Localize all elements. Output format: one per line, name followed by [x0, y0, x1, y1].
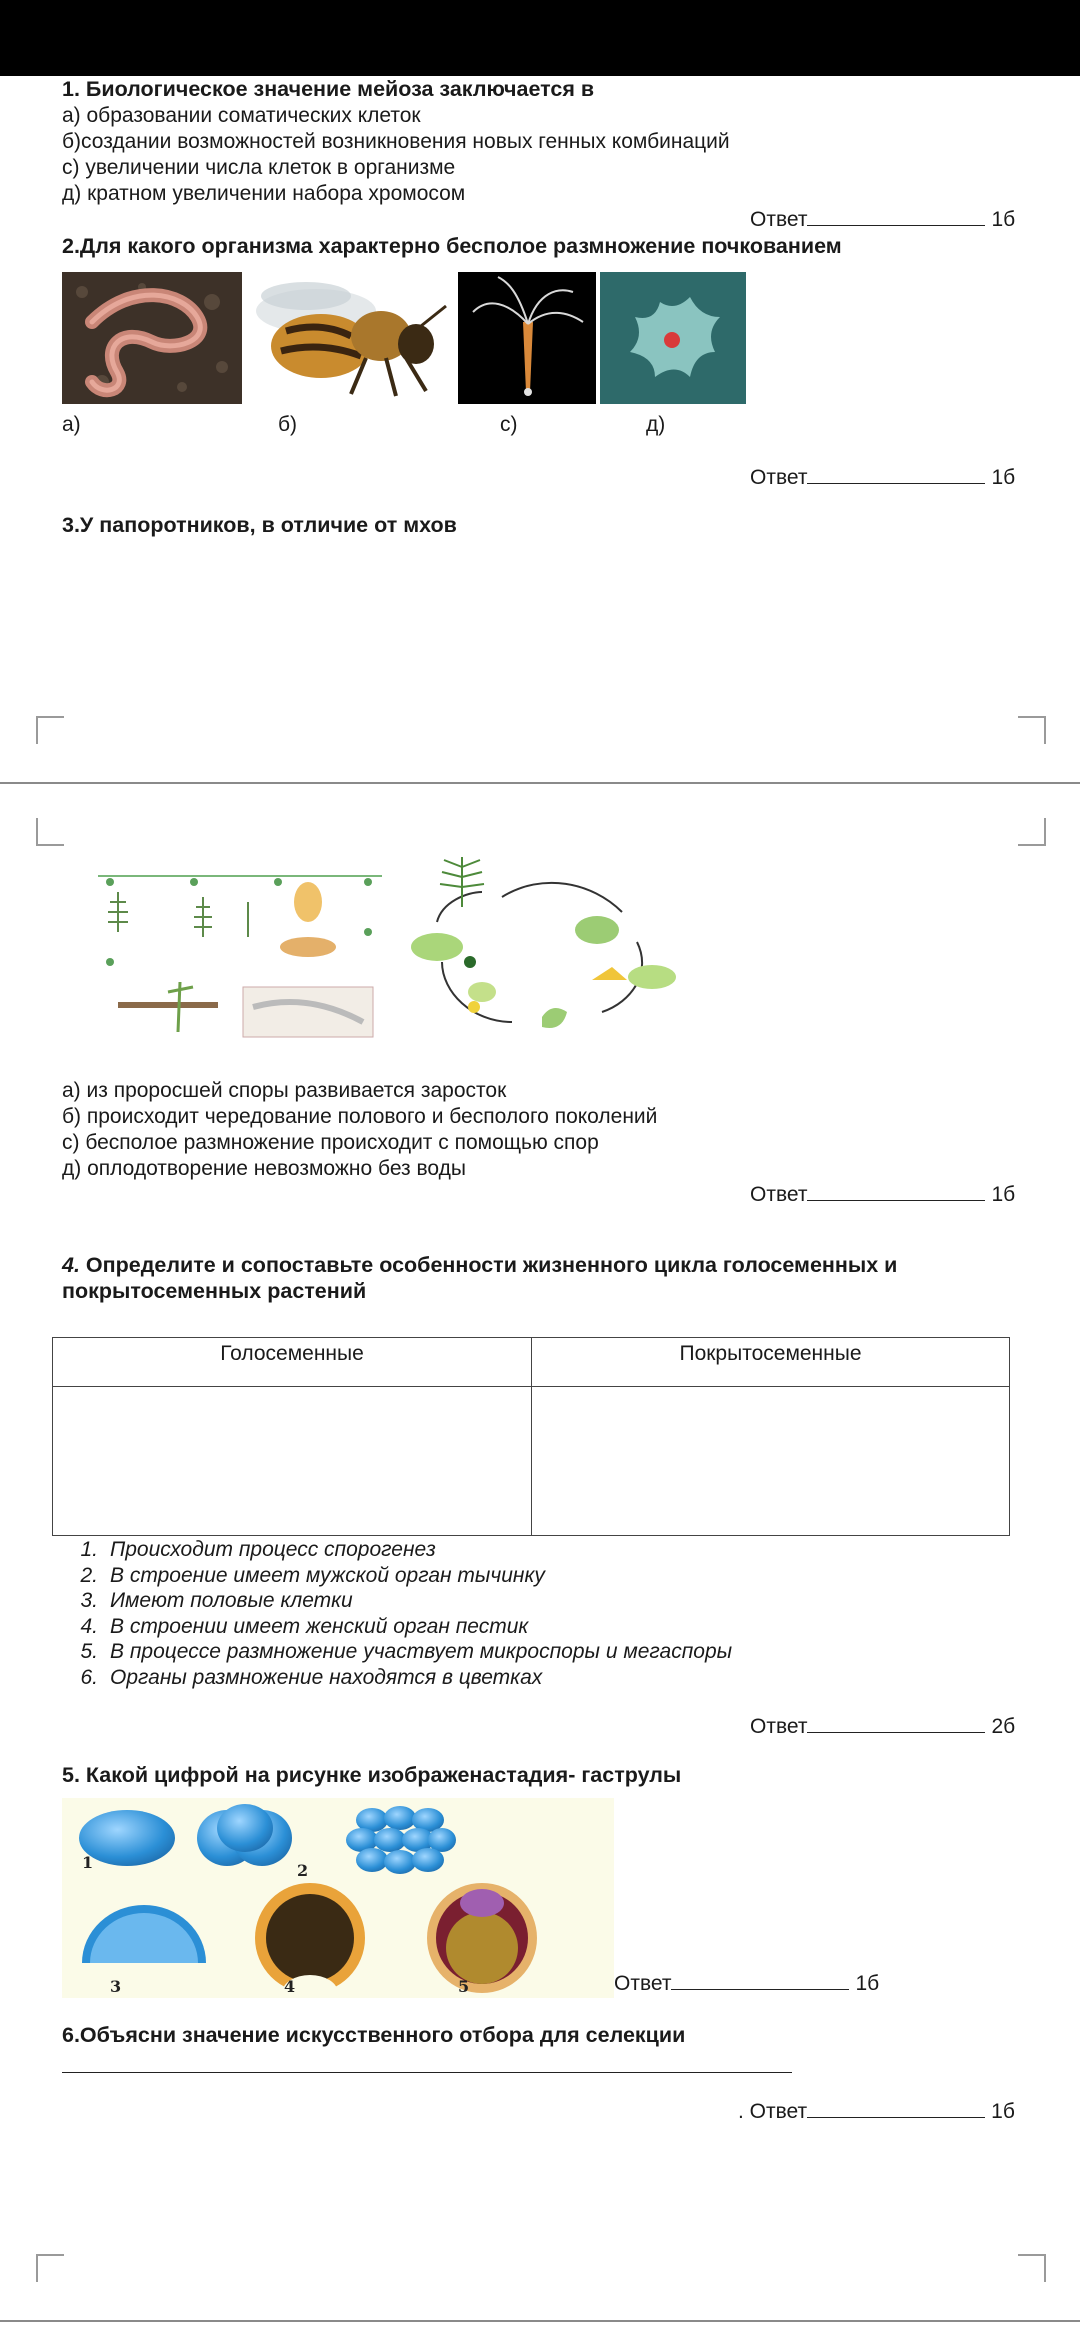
list-item: 4. В строении имеет женский орган пестик [80, 1614, 529, 1638]
answer-label: Ответ [750, 1715, 808, 1738]
q2-title: 2.Для какого организма характерно бесполое размножение почкованием [62, 234, 842, 258]
answer-line[interactable] [807, 2099, 985, 2118]
list-item: 3. Имеют половые клетки [80, 1589, 353, 1612]
q1-option-b: б)создании возможностей возникновения новых генных комбинаций [62, 130, 730, 153]
crop-mark [36, 2254, 64, 2282]
list-item: 2. В строение имеет мужской орган тычинку [80, 1563, 545, 1587]
q2-points: 1б [991, 466, 1016, 489]
q3-option-d: д) оплодотворение невозможно без воды [62, 1157, 466, 1180]
q6-points: 1б [991, 2100, 1015, 2123]
q1-option-c: с) увеличении числа клеток в организме [62, 156, 456, 179]
page-separator [0, 2320, 1080, 2322]
answer-line[interactable] [671, 1971, 849, 1990]
comparison-table [52, 1337, 1010, 1536]
figure-label-2: 2 [297, 1861, 309, 1880]
crop-mark [1018, 2254, 1046, 2282]
figure-label-5: 5 [458, 1977, 470, 1996]
q2-label-b: б) [278, 413, 298, 436]
fern-lifecycle-figure [382, 852, 682, 1052]
bee-image [246, 266, 456, 406]
answer-line[interactable] [807, 1714, 985, 1733]
q2-label-a: а) [62, 413, 81, 436]
answer-label: Ответ [749, 2100, 808, 2123]
q2-answer-field[interactable] [750, 465, 1015, 491]
document-page-2 [0, 792, 1080, 2320]
crop-mark [1018, 716, 1046, 744]
document-page-1 [0, 76, 1080, 782]
figure-label-1: 1 [82, 1853, 94, 1872]
q3-option-b: б) происходит чередование полового и бесполого поколений [62, 1105, 658, 1128]
top-status-bar [0, 0, 1080, 76]
q5-answer-field[interactable] [614, 1971, 879, 1997]
q4-number: 4. [62, 1253, 80, 1277]
moss-lifecycle-figure [98, 872, 382, 1042]
list-item: 6. Органы размножение находятся в цветках [80, 1665, 543, 1689]
q3-option-a: а) из проросшей споры развивается заросток [62, 1079, 507, 1102]
amoeba-image [600, 272, 746, 404]
q6-answer-prefix: . [738, 2100, 750, 2123]
answer-label: Ответ [750, 466, 808, 489]
q6-title: 6.Объясни значение искусственного отбора для селекции [62, 2023, 686, 2047]
q6-answer-line[interactable] [62, 2072, 792, 2073]
q4-title-line1 [62, 1252, 897, 1278]
q1-option-a: а) образовании соматических клеток [62, 104, 421, 127]
crop-mark [1018, 818, 1046, 846]
crop-mark [36, 818, 64, 846]
answer-label: Ответ [750, 1183, 808, 1206]
answer-line[interactable] [807, 207, 985, 226]
q5-points: 1б [855, 1972, 880, 1995]
table-header-gymnosperms: Голосеменные [53, 1338, 532, 1387]
q1-title: 1. Биологическое значение мейоза заключается в [62, 77, 595, 101]
q4-answer-field[interactable] [750, 1714, 1015, 1740]
q3-title: 3.У папоротников, в отличие от мхов [62, 513, 457, 537]
q3-answer-field[interactable] [750, 1182, 1015, 1208]
q4-points: 2б [991, 1715, 1016, 1738]
q4-title-line2: покрытосеменных растений [62, 1279, 367, 1303]
table-cell-angiosperms[interactable] [532, 1387, 1010, 1536]
answer-line[interactable] [807, 465, 985, 484]
q2-label-c: с) [500, 413, 518, 436]
list-item: 1. Происходит процесс спорогенез [80, 1538, 436, 1561]
list-item: 5. В процессе размножение участвует микроспоры и мегаспоры [80, 1640, 733, 1663]
crop-mark [36, 716, 64, 744]
embryo-stages-figure [62, 1798, 614, 1998]
earthworm-image [62, 272, 242, 404]
q1-points: 1б [991, 208, 1016, 231]
q3-points: 1б [991, 1183, 1016, 1206]
q4-features-list [62, 1537, 732, 1690]
hydra-image [458, 272, 596, 404]
answer-line[interactable] [807, 1182, 985, 1201]
q4-title-text: Определите и сопоставьте особенности жизненного цикла голосеменных и [85, 1253, 898, 1277]
q1-answer-field[interactable] [750, 207, 1015, 233]
table-header-angiosperms: Покрытосеменные [532, 1338, 1010, 1387]
answer-label: Ответ [614, 1972, 672, 1995]
table-cell-gymnosperms[interactable] [53, 1387, 532, 1536]
q5-title: 5. Какой цифрой на рисунке изображенастадия- гаструлы [62, 1763, 682, 1787]
figure-label-3: 3 [110, 1977, 122, 1996]
q6-answer-field[interactable] [738, 2099, 1015, 2125]
q3-option-c: с) бесполое размножение происходит с помощью спор [62, 1131, 599, 1154]
figure-label-4: 4 [284, 1977, 296, 1996]
answer-label: Ответ [750, 208, 808, 231]
page-separator [0, 782, 1080, 784]
q2-label-d: д) [646, 413, 666, 436]
q1-option-d: д) кратном увеличении набора хромосом [62, 182, 466, 205]
